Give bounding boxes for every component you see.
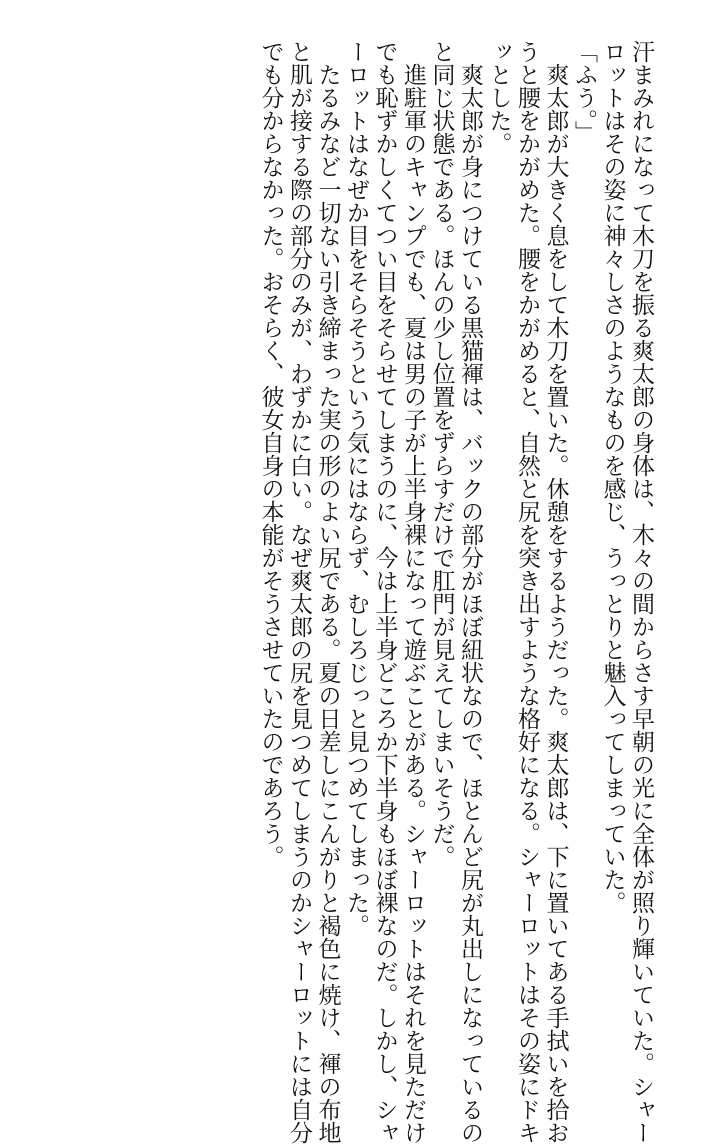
text-line: と同じ状態である。ほんの少し位置をずらすだけで肛門が見えてしまいそうだ。	[428, 40, 455, 868]
text-line: 爽太郎が身につけている黒猫褌は、バックの部分がほぼ紐状なので、ほとんど尻が丸出しになっているの	[457, 40, 483, 1144]
text-line: たるみなど一切ない引き締まった実の形のよい尻である。夏の日差しにこんがりと褐色に焼け、褌の布地	[314, 40, 341, 1144]
text-line: うと腰をかがめた。腰をかがめると、自然と尻を突き出すような格好になる。シャーロットはその姿にドキ	[514, 40, 540, 1144]
text-line: ーロットはなぜか目をそらそうという気にはならず、むしろじっと見つめてしまった。	[343, 40, 369, 937]
vertical-text-body	[256, 40, 655, 1144]
text-line: 爽太郎が大きく息をして木刀を置いた。休憩をするようだった。爽太郎は、下に置いてある手拭いを拾お	[542, 40, 569, 1144]
text-line: 進駐軍のキャンプでも、夏は男の子が上半身裸になって遊ぶことがある。シャーロットはそれを見ただけ	[400, 40, 426, 1144]
text-line: でも分からなかった。おそらく、彼女自身の本能がそうさせていたのであろう。	[257, 40, 284, 868]
text-line: 汗まみれになって木刀を振る爽太郎の身体は、木々の間からさす早朝の光に全体が照り輝いていた。シャー	[628, 40, 654, 1144]
text-line: ッとした。	[485, 40, 512, 155]
text-line: 「ふう。」	[571, 40, 597, 144]
text-line: でも恥ずかしくてつい目をそらせてしまうのに、今は上半身どころか下半身もほぼ裸なのだ。しかし、シャ	[371, 40, 398, 1144]
text-line: ロットはその姿に神々しさのようなものを感じ、うっとりと魅入ってしまっていた。	[599, 40, 626, 914]
text-line: と肌が接する際の部分のみが、わずかに白い。なぜ爽太郎の尻を見つめてしまうのかシャーロットには自分	[286, 40, 312, 1144]
